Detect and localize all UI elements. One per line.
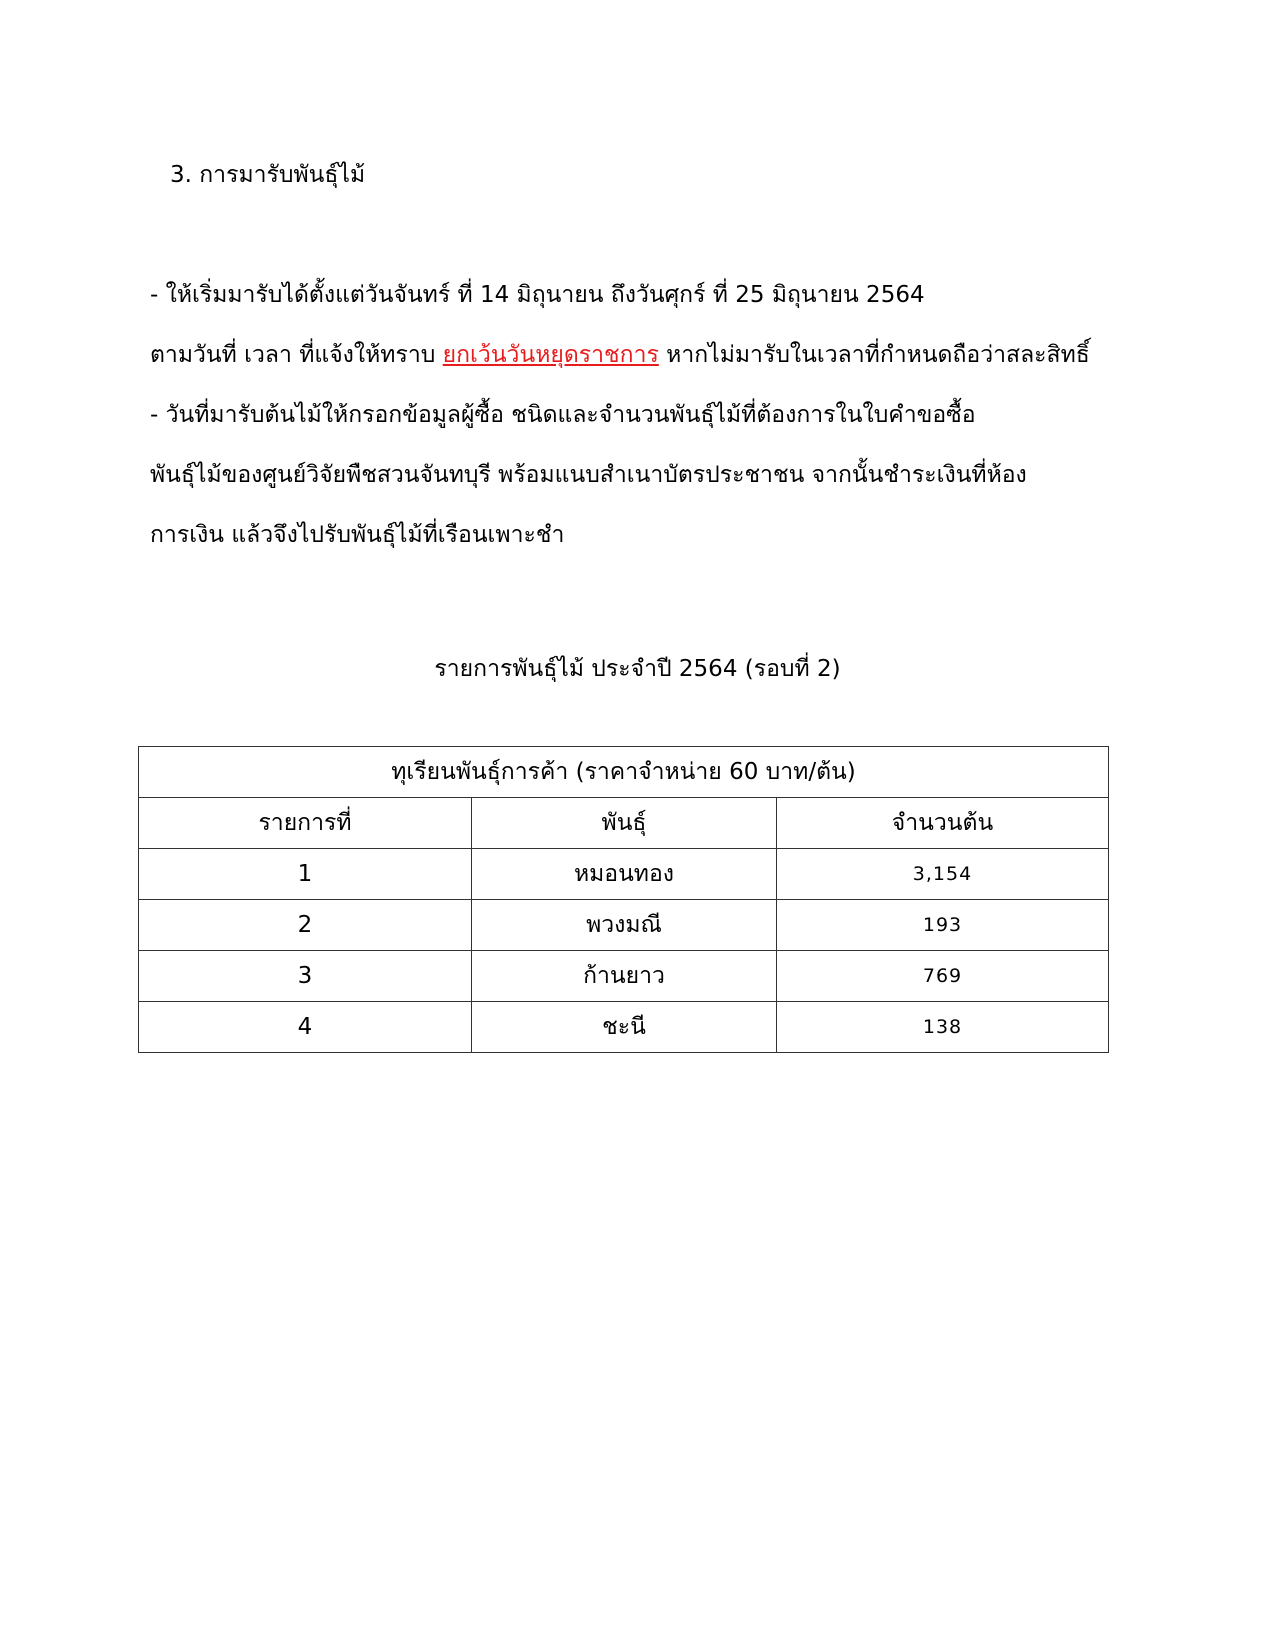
instruction-line-2-start: ตามวันที่ เวลา ที่แจ้งให้ทราบ bbox=[150, 342, 443, 368]
table-header-row bbox=[139, 798, 1109, 849]
row-item-no: 4 bbox=[139, 1002, 472, 1053]
instruction-line-3: - วันที่มารับต้นไม้ให้กรอกข้อมูลผู้ซื้อ ชนิดและจำนวนพันธุ์ไม้ที่ต้องการในใบคำขอซื้อ bbox=[150, 402, 976, 428]
header-item-no: รายการที่ bbox=[139, 798, 472, 849]
header-count: จำนวนต้น bbox=[777, 798, 1109, 849]
instruction-line-4: พันธุ์ไม้ของศูนย์วิจัยพืชสวนจันทบุรี พร้อมแนบสำเนาบัตรประชาชน จากนั้นชำระเงินที่ห้อง bbox=[150, 462, 1027, 488]
table-row bbox=[139, 1002, 1109, 1053]
holiday-exception-notice: ยกเว้นวันหยุดราชการ bbox=[442, 342, 659, 368]
instruction-line-2-end: หากไม่มารับในเวลาที่กำหนดถือว่าสละสิทธิ์ bbox=[658, 342, 1090, 368]
row-count: 769 bbox=[777, 951, 1109, 1002]
row-count: 138 bbox=[777, 1002, 1109, 1053]
row-variety: ชะนี bbox=[472, 1002, 777, 1053]
instruction-line-5: การเงิน แล้วจึงไปรับพันธุ์ไม้ที่เรือนเพาะชำ bbox=[150, 522, 565, 548]
table-row bbox=[139, 849, 1109, 900]
row-variety: พวงมณี bbox=[472, 900, 777, 951]
row-variety: หมอนทอง bbox=[472, 849, 777, 900]
table-row bbox=[139, 951, 1109, 1002]
row-item-no: 3 bbox=[139, 951, 472, 1002]
row-count: 3,154 bbox=[777, 849, 1109, 900]
table-title: รายการพันธุ์ไม้ ประจำปี 2564 (รอบที่ 2) bbox=[434, 656, 841, 682]
plant-stock-table bbox=[138, 746, 1109, 1053]
row-item-no: 2 bbox=[139, 900, 472, 951]
instruction-line-2 bbox=[150, 340, 1090, 370]
table-caption-row bbox=[139, 747, 1109, 798]
header-variety: พันธุ์ bbox=[472, 798, 777, 849]
row-count: 193 bbox=[777, 900, 1109, 951]
table-caption: ทุเรียนพันธุ์การค้า (ราคาจำหน่าย 60 บาท/ต้น) bbox=[139, 747, 1109, 798]
row-variety: ก้านยาว bbox=[472, 951, 777, 1002]
section-heading: 3. การมารับพันธุ์ไม้ bbox=[170, 162, 366, 188]
instruction-line-1: - ให้เริ่มมารับได้ตั้งแต่วันจันทร์ ที่ 14 มิถุนายน ถึงวันศุกร์ ที่ 25 มิถุนายน 2564 bbox=[150, 282, 925, 308]
table-row bbox=[139, 900, 1109, 951]
row-item-no: 1 bbox=[139, 849, 472, 900]
